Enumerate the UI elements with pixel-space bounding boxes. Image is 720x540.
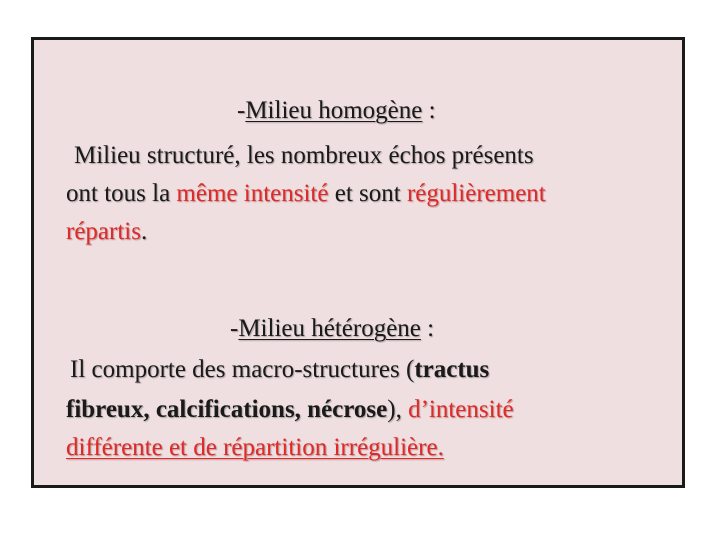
highlight-regulierement: régulièrement [406,180,546,207]
heterogene-line-1: Il comporte des macro-structures (tractus [70,356,490,383]
heterogene-line-3 [66,433,444,463]
homogene-line-1: Milieu structuré, les nombreux échos présents [74,142,534,169]
heterogene-heading [230,314,434,344]
highlight-meme-intensite: même intensité [176,180,329,207]
heading-dash: - [230,315,239,342]
heterogene-line-2: fibreux, calcifications, nécrose), d’intensité [66,396,514,423]
bold-structures-list: fibreux, calcifications, nécrose [66,396,388,423]
homogene-line-3: répartis. [66,218,148,245]
highlight-repartis: répartis [66,218,141,245]
homogene-title: Milieu homogène [245,97,423,124]
highlight-repartition-irreguliere: différente et de répartition irrégulière. [66,434,444,461]
highlight-intensite: d’intensité [408,396,514,423]
heading-colon: : [422,97,436,124]
homogene-heading [237,96,436,126]
slide-panel [31,37,685,488]
bold-tractus: tractus [414,356,490,383]
heading-colon: : [420,315,435,342]
homogene-line-2: ont tous la même intensité et sont régulièrement [66,180,546,207]
heading-dash: - [237,97,246,124]
heterogene-title: Milieu hétérogène [238,315,421,342]
